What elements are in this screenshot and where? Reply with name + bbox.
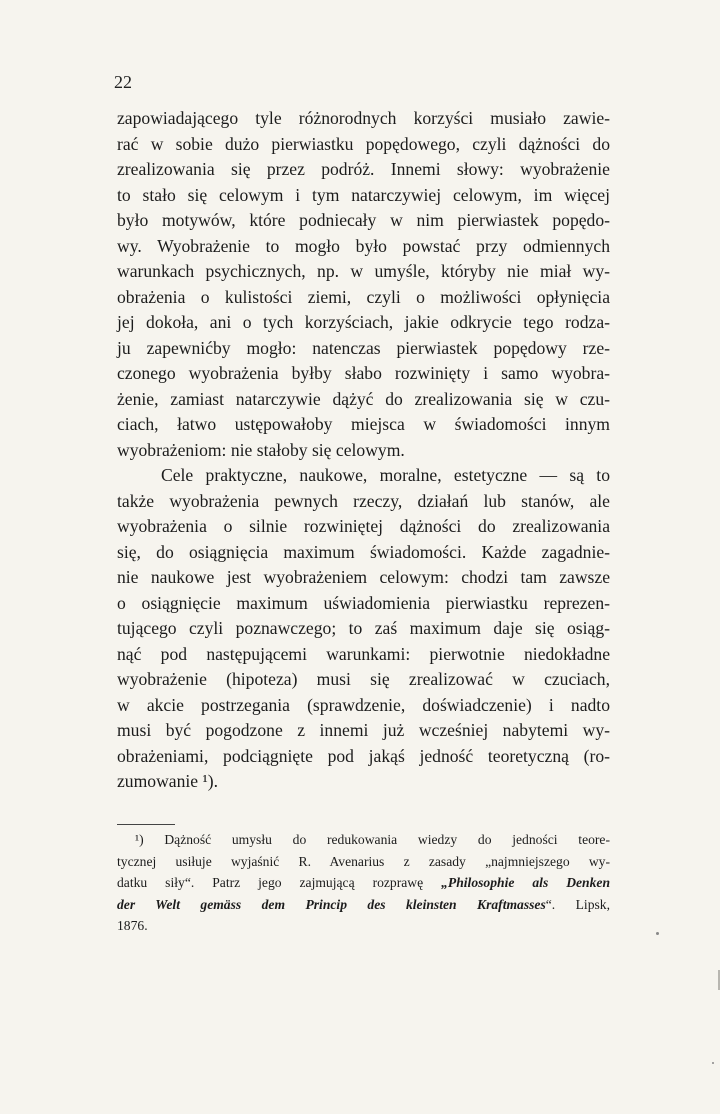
- body-line: Cele praktyczne, naukowe, moralne, estetyczne — są to: [161, 465, 610, 485]
- footnote-line: tycznej usiłuje wyjaśnić R. Avenarius z zasady „najmniejszego wy-: [117, 853, 610, 869]
- body-line: to stało się celowym i tym natarczywiej celowym, im więcej: [117, 184, 610, 205]
- body-line: żenie, zamiast natarczywie dążyć do zrealizowania się w czu-: [117, 388, 610, 409]
- body-line: rać w sobie dużo pierwiastku popędowego, czyli dążności do: [117, 133, 610, 154]
- footnote: [117, 829, 610, 937]
- body-line: jej dokoła, ani o tych korzyściach, jakie odkrycie tego rodza-: [117, 312, 610, 332]
- body-line: zumowanie ¹).: [117, 771, 219, 791]
- body-line: nąć pod następującemi warunkami: pierwotnie niedokładne: [117, 643, 610, 664]
- body-text: [117, 106, 610, 795]
- footnote-line: ¹) Dążność umysłu do redukowania wiedzy do jedności teore-: [135, 832, 610, 847]
- body-line: zapowiadającego tyle różnorodnych korzyści musiało zawie-: [117, 108, 610, 128]
- body-line: było motywów, które podniecały w nim pierwiastek popędo-: [117, 210, 610, 230]
- body-line: wyobrażeniom: nie stałoby się celowym.: [117, 439, 405, 460]
- footnote-line: [117, 894, 610, 916]
- footnote-book-title: der Welt gemäss dem Princip des kleinsten Kraftmasses: [117, 896, 546, 912]
- body-line: wyobrażenia o silnie rozwiniętej dążności do zrealizowania: [117, 516, 610, 536]
- page-number: 22: [114, 72, 132, 92]
- body-line: się, do osiągnięcia maximum świadomości. Każde zagadnie-: [117, 541, 610, 562]
- body-line: czonego wyobrażenia byłby słabo rozwinięty i samo wyobra-: [117, 363, 610, 383]
- scan-speck: [656, 932, 659, 935]
- body-line: warunkach psychicznych, np. w umyśle, któryby nie miał wy-: [117, 261, 610, 281]
- footnote-book-title: „Philosophie als Denken: [441, 875, 611, 890]
- footnote-line: 1876.: [117, 918, 148, 933]
- body-line: w akcie postrzegania (sprawdzenie, doświadczenie) i nadto: [117, 694, 610, 715]
- body-line: także wyobrażenia pewnych rzeczy, działań lub stanów, ale: [117, 490, 610, 511]
- footnote-line: [117, 872, 610, 894]
- body-line: nie naukowe jest wyobrażeniem celowym: chodzi tam zawsze: [117, 567, 610, 587]
- body-line: zrealizowania się przez podróż. Innemi słowy: wyobrażenie: [117, 159, 610, 179]
- body-line: wy. Wyobrażenie to mogło było powstać przy odmiennych: [117, 235, 610, 256]
- scan-speck: [712, 1062, 714, 1064]
- body-line: obrażeniami, podciągnięte pod jakąś jedność teoretyczną (ro-: [117, 745, 610, 766]
- footnote-divider: [117, 824, 175, 825]
- footnote-text: datku siły“. Patrz jego zajmującą rozprawę: [117, 875, 442, 890]
- body-line: o osiągnięcie maximum uświadomienia pierwiastku reprezen-: [117, 592, 610, 613]
- body-line: tującego czyli poznawczego; to zaś maximum daje się osiąg-: [117, 618, 610, 638]
- body-line: ju zapewnićby mogło: natenczas pierwiastek popędowy rze-: [117, 337, 610, 358]
- body-line: obrażenia o kulistości ziemi, czyli o możliwości opłynięcia: [117, 286, 610, 307]
- body-line: ciach, łatwo ustępowałoby miejsca w świadomości innym: [117, 414, 610, 434]
- body-line: musi być pogodzone z innemi już wcześniej nabytemi wy-: [117, 720, 610, 740]
- footnote-text: “. Lipsk,: [545, 896, 610, 912]
- body-line: wyobrażenie (hipoteza) musi się zrealizować w czuciach,: [117, 669, 610, 689]
